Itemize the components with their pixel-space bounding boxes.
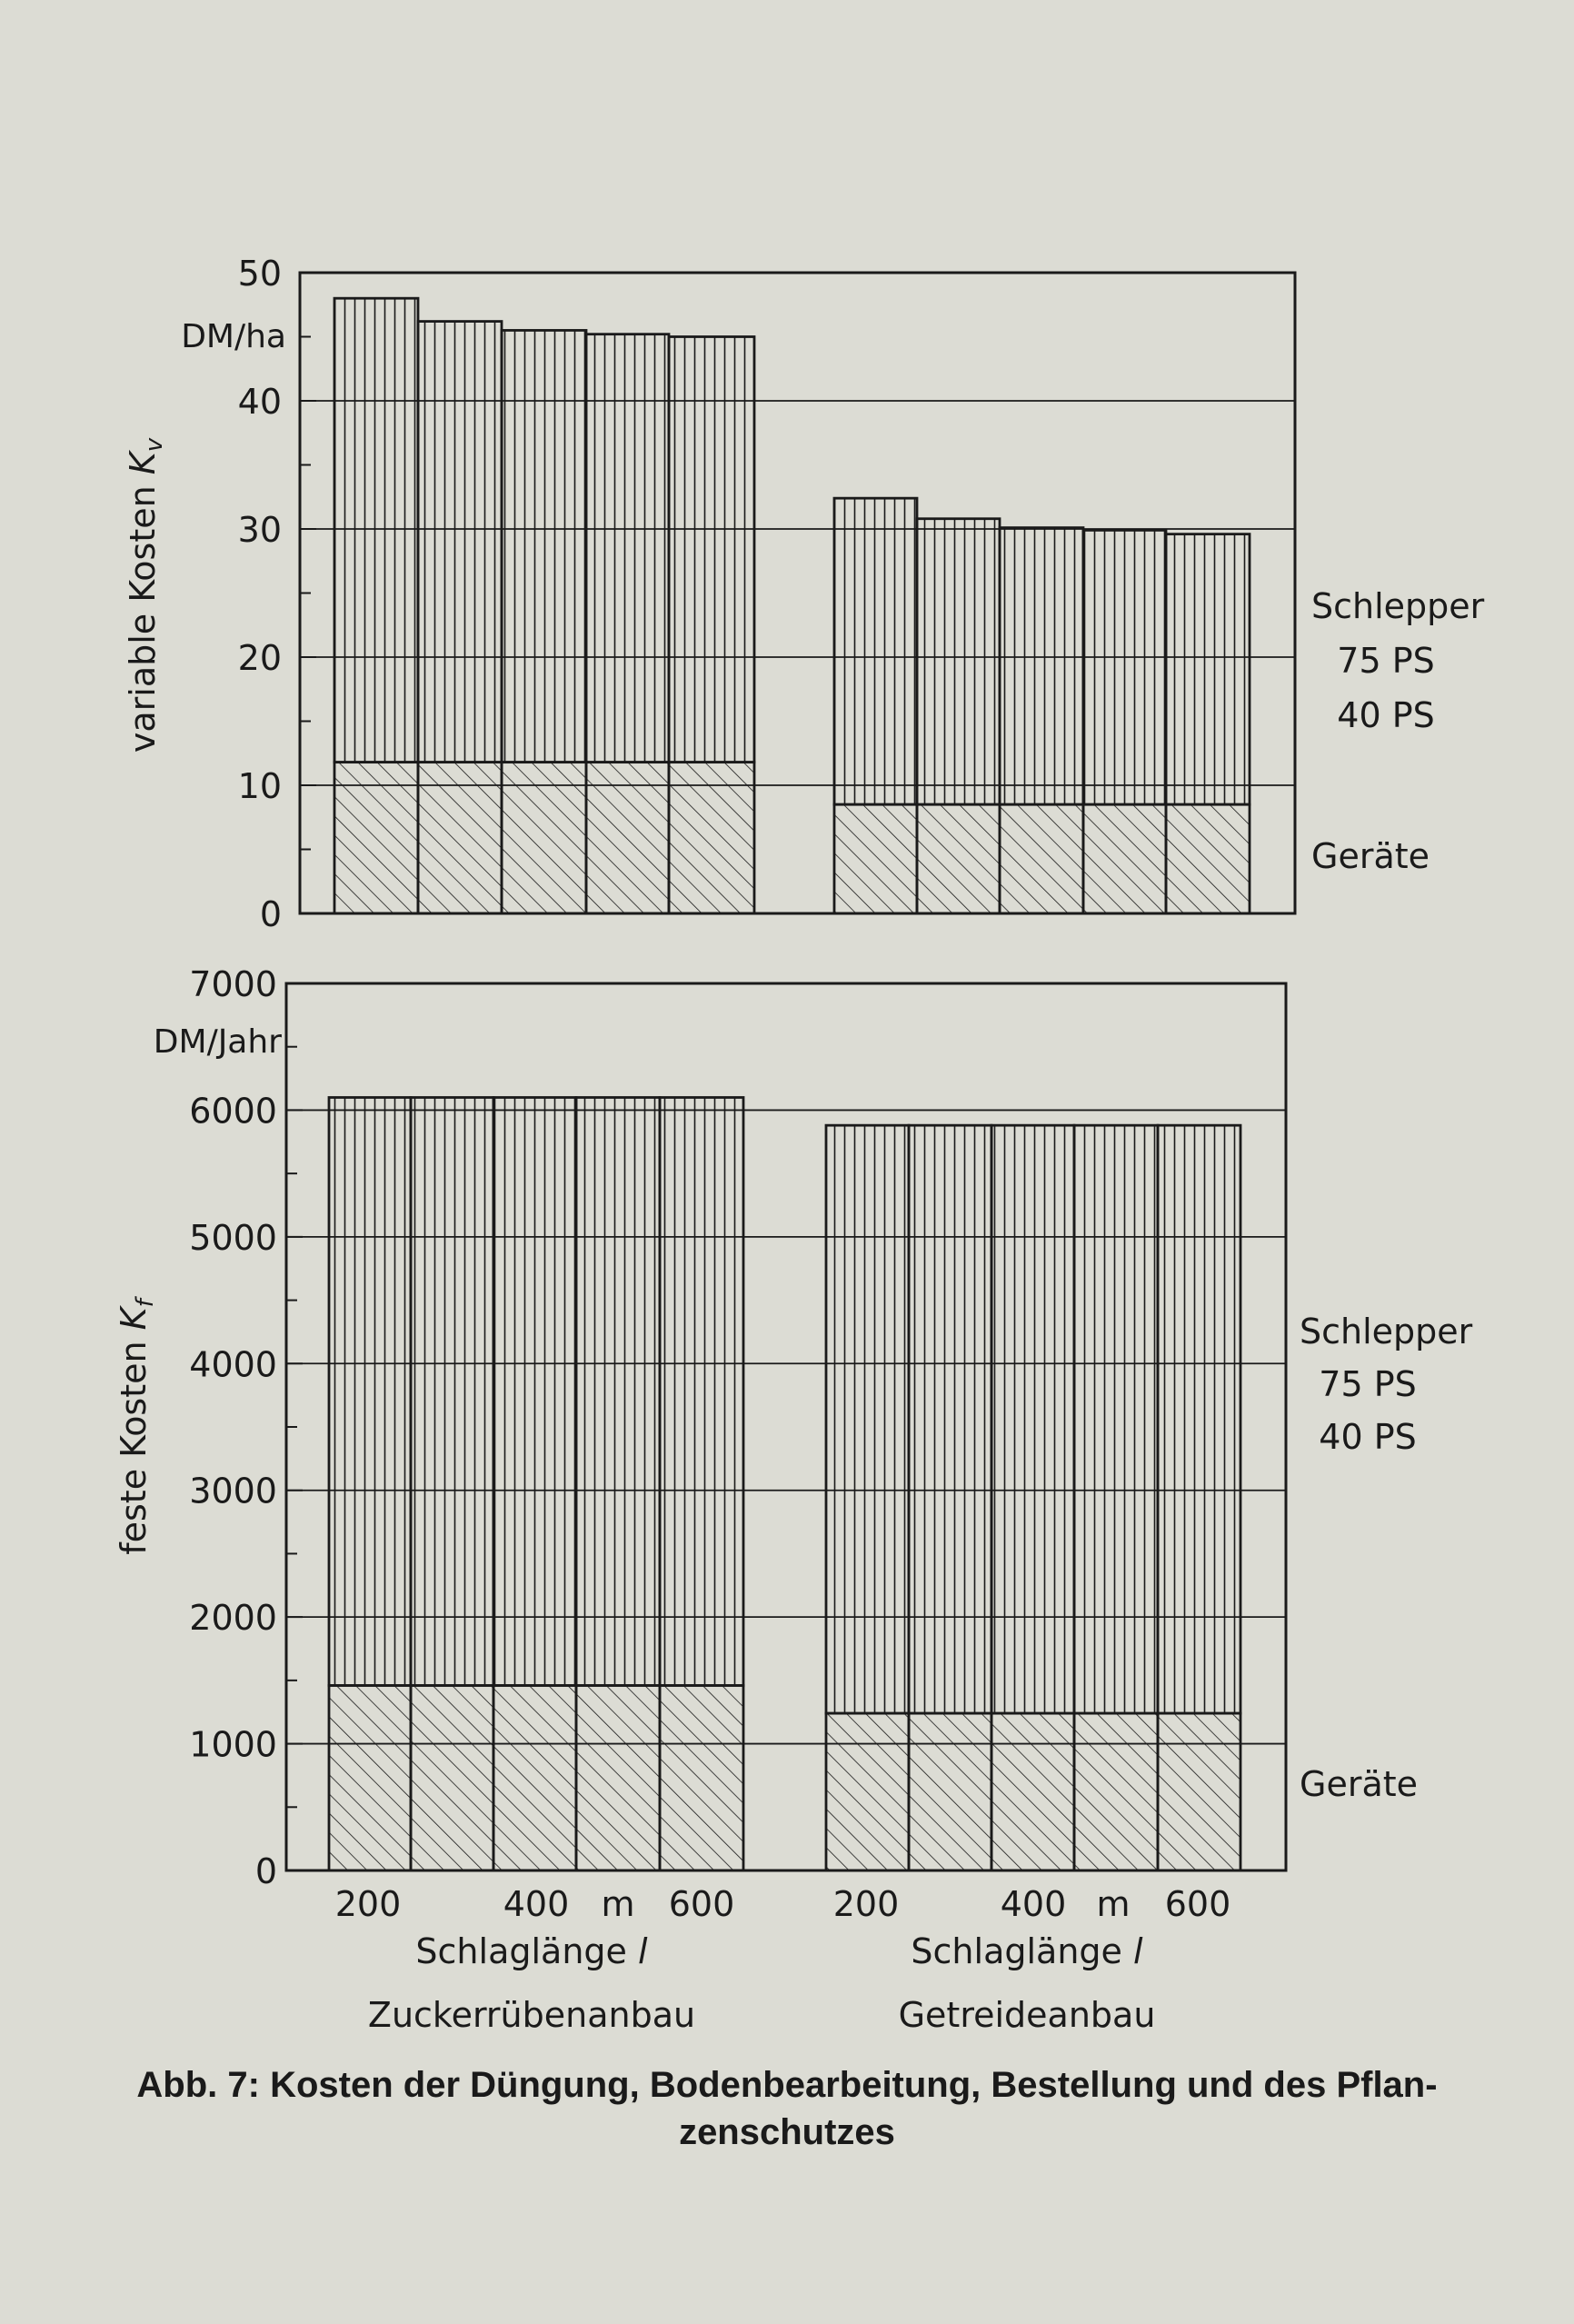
bar-schlepper-2-3	[991, 1125, 1074, 1713]
caption-line-2: zenschutzes	[679, 2112, 895, 2152]
bar-geraete-1-4	[586, 763, 669, 913]
y-tick-label: 5000	[189, 1217, 277, 1258]
bar-geraete-1-1	[334, 763, 418, 913]
y-axis-label: variable Kosten $K_v$	[123, 437, 168, 753]
bar-schlepper-1-3	[502, 330, 586, 762]
legend-schlepper-label: Schlepper	[1311, 586, 1485, 626]
legend-75ps-label: 75 PS	[1337, 641, 1435, 681]
bar-schlepper-1-4	[576, 1097, 660, 1685]
bar-schlepper-1-5	[669, 337, 754, 763]
legend-40ps-label: 40 PS	[1319, 1417, 1417, 1457]
x-tick-label: 400	[1000, 1884, 1067, 1924]
bar-schlepper-2-2	[909, 1125, 991, 1713]
y-tick-label: 40	[237, 382, 282, 422]
bar-schlepper-2-4	[1083, 530, 1166, 804]
x-tick-label: m	[601, 1884, 635, 1924]
y-tick-label: 1000	[189, 1724, 277, 1765]
bar-schlepper-1-2	[411, 1097, 493, 1685]
bar-schlepper-1-1	[329, 1097, 411, 1685]
bar-schlepper-1-4	[586, 334, 669, 763]
bar-schlepper-1-1	[334, 298, 418, 762]
bar-geraete-1-3	[502, 763, 586, 913]
legend-40ps-label: 40 PS	[1337, 695, 1435, 735]
x-axis-label: Schlaglänge l	[911, 1931, 1143, 1971]
y-tick-label: 2000	[189, 1598, 277, 1639]
x-group-label: Zuckerrübenanbau	[367, 1995, 696, 2035]
bar-geraete-1-3	[493, 1685, 576, 1870]
bar-schlepper-2-3	[1000, 528, 1083, 805]
bar-geraete-2-2	[909, 1713, 991, 1870]
bar-geraete-2-3	[991, 1713, 1074, 1870]
caption-line-1: Abb. 7: Kosten der Düngung, Bodenbearbeitung, Bestellung und des Pflan-	[136, 2065, 1438, 2105]
bar-schlepper-2-2	[917, 519, 1000, 804]
legend-schlepper-label: Schlepper	[1300, 1312, 1473, 1352]
y-tick-label: 6000	[189, 1091, 277, 1132]
legend-75ps-label: 75 PS	[1319, 1364, 1417, 1404]
unit-label: DM/Jahr	[153, 1023, 282, 1061]
bar-schlepper-2-5	[1158, 1125, 1240, 1713]
y-tick-label: 0	[259, 894, 282, 934]
y-tick-label: 4000	[189, 1344, 277, 1385]
bar-schlepper-2-4	[1074, 1125, 1158, 1713]
bar-geraete-2-4	[1074, 1713, 1158, 1870]
bar-schlepper-1-2	[418, 322, 502, 763]
x-tick-label: 400	[503, 1884, 570, 1924]
x-tick-label: m	[1096, 1884, 1131, 1924]
x-tick-label: 200	[334, 1884, 402, 1924]
y-tick-label: 30	[237, 510, 282, 550]
bar-geraete-2-5	[1166, 804, 1250, 913]
bar-geraete-2-3	[1000, 804, 1083, 913]
bar-geraete-1-5	[669, 763, 754, 913]
bar-geraete-2-5	[1158, 1713, 1240, 1870]
bar-schlepper-1-3	[493, 1097, 576, 1685]
figure-caption	[0, 2061, 1574, 2156]
y-tick-label: 3000	[189, 1471, 277, 1511]
y-tick-label: 10	[237, 766, 282, 806]
legend-geraete-label: Geräte	[1311, 836, 1430, 876]
unit-label: DM/ha	[181, 318, 286, 355]
y-tick-label: 20	[237, 638, 282, 678]
bar-geraete-1-5	[660, 1685, 743, 1870]
x-tick-label: 600	[1164, 1884, 1231, 1924]
bar-schlepper-1-5	[660, 1097, 743, 1685]
y-tick-label: 50	[237, 254, 282, 294]
bar-schlepper-2-5	[1166, 534, 1250, 805]
x-axis-label: Schlaglänge l	[415, 1931, 648, 1971]
y-axis-label: feste Kosten $K_f$	[114, 1299, 159, 1555]
x-group-label: Getreideanbau	[898, 1995, 1156, 2035]
x-tick-label: 600	[668, 1884, 735, 1924]
legend-geraete-label: Geräte	[1300, 1764, 1419, 1804]
bar-geraete-1-1	[329, 1685, 411, 1870]
bar-geraete-1-4	[576, 1685, 660, 1870]
bar-schlepper-2-1	[826, 1125, 909, 1713]
bar-geraete-2-1	[826, 1713, 909, 1870]
bar-geraete-2-1	[834, 804, 917, 913]
bar-geraete-2-2	[917, 804, 1000, 913]
bar-schlepper-2-1	[834, 498, 917, 804]
y-tick-label: 7000	[189, 964, 277, 1004]
x-tick-label: 200	[832, 1884, 900, 1924]
y-tick-label: 0	[254, 1851, 277, 1891]
bar-geraete-1-2	[411, 1685, 493, 1870]
bar-geraete-2-4	[1083, 804, 1166, 913]
bar-geraete-1-2	[418, 763, 502, 913]
